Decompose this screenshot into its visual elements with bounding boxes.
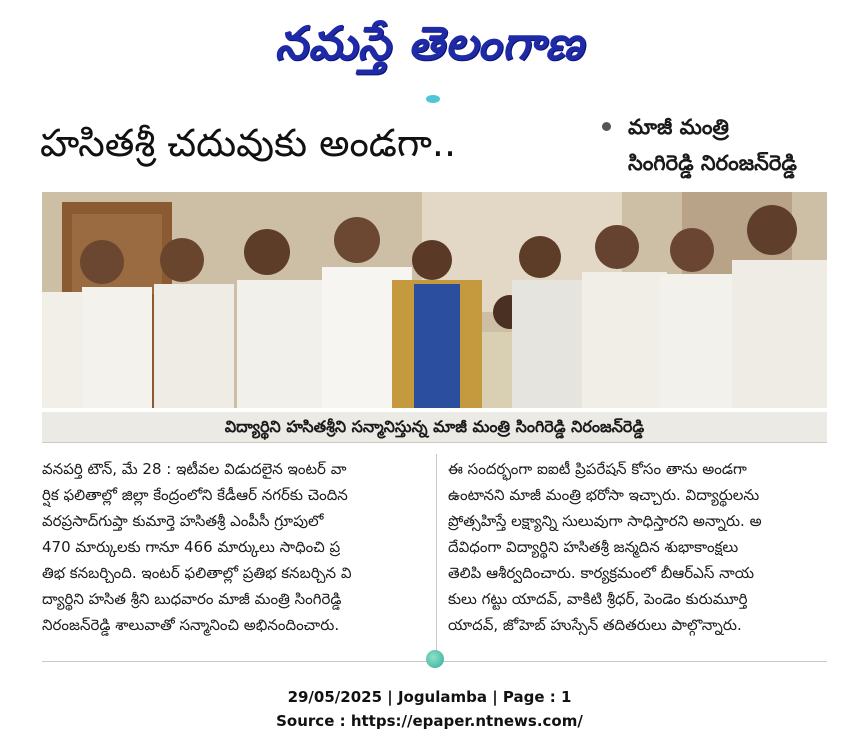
byline-box bbox=[600, 110, 830, 184]
article-line: కులు గట్టు యాదవ్, వాకిటి శ్రీధర్, పెండెం కురుమూర్తి bbox=[448, 590, 748, 608]
article-column-left bbox=[42, 456, 422, 638]
footer-date-edition: 29/05/2025 | Jogulamba | Page : 1 bbox=[287, 688, 572, 706]
article-line: ర్షిక ఫలితాల్లో జిల్లా కేంద్రంలోని కేడీఆర్ నగర్‌కు చెందిన bbox=[42, 486, 348, 504]
group-photo-illustration bbox=[42, 192, 827, 408]
article-headline: హసితశ్రీ చదువుకు అండగా.. bbox=[40, 121, 457, 165]
article-line: యాదవ్, జోహెబ్ హుస్సేన్ తదితరులు పాల్గొన్నారు. bbox=[448, 616, 742, 634]
column-divider bbox=[436, 454, 437, 654]
article-column-right bbox=[448, 456, 828, 638]
byline-line-2: సింగిరెడ్డి నిరంజన్‌రెడ్డి bbox=[628, 151, 797, 175]
article-line: ఈ సందర్భంగా ఐఐటీ ప్రిపరేషన్ కోసం తాను అండగా bbox=[448, 460, 747, 478]
article-line: నిరంజన్‌రెడ్డి శాలువాతో సన్మానించి అభినందించారు. bbox=[42, 616, 340, 634]
news-photo bbox=[42, 192, 827, 408]
article-line: వరప్రసాద్‌గుప్తా కుమార్తె హసితశ్రీ ఎంపీసీ గ్రూపులో bbox=[42, 512, 324, 530]
article-line: ఉంటానని మాజీ మంత్రి భరోసా ఇచ్చారు. విద్యార్థులను bbox=[448, 486, 760, 504]
newspaper-logo-title: నమస్తే తెలంగాణ bbox=[274, 16, 585, 70]
byline-line-1: మాజీ మంత్రి bbox=[628, 115, 729, 139]
article-line: ద్యార్థిని హసిత శ్రీని బుధవారం మాజీ మంత్రి సింగిరెడ్డి bbox=[42, 590, 342, 608]
footer-source: Source : https://epaper.ntnews.com/ bbox=[276, 712, 583, 730]
article-line: వనపర్తి టౌన్, మే 28 : ఇటీవల విడుదలైన ఇంటర్ వా bbox=[42, 460, 347, 478]
masthead bbox=[0, 4, 859, 82]
article-line: దేవిధంగా విద్యార్థిని హసితశ్రీ జన్మదిన శుభాకాంక్షలు bbox=[448, 538, 739, 556]
photo-caption: విద్యార్థిని హసితశ్రీని సన్మానిస్తున్న మాజీ మంత్రి సింగిరెడ్డి నిరంజన్‌రెడ్డి bbox=[42, 412, 827, 443]
article-line: 470 మార్కులకు గానూ 466 మార్కులు సాధించి ప్ర bbox=[42, 538, 341, 556]
article-line: తిభ కనబర్చింది. ఇంటర్ ఫలితాల్లో ప్రతిభ కనబర్చిన వి bbox=[42, 564, 352, 582]
article-line: తెలిపి ఆశీర్వదించారు. కార్యక్రమంలో బీఆర్‌ఎస్ నాయ bbox=[448, 564, 754, 582]
bullet-icon bbox=[602, 122, 611, 131]
end-mark-icon bbox=[426, 650, 444, 668]
decorative-dot-icon bbox=[426, 95, 440, 103]
article-line: ప్రోత్సహిస్తే లక్ష్యాన్ని సులువుగా సాధిస్తారని అన్నారు. అ bbox=[448, 512, 762, 530]
